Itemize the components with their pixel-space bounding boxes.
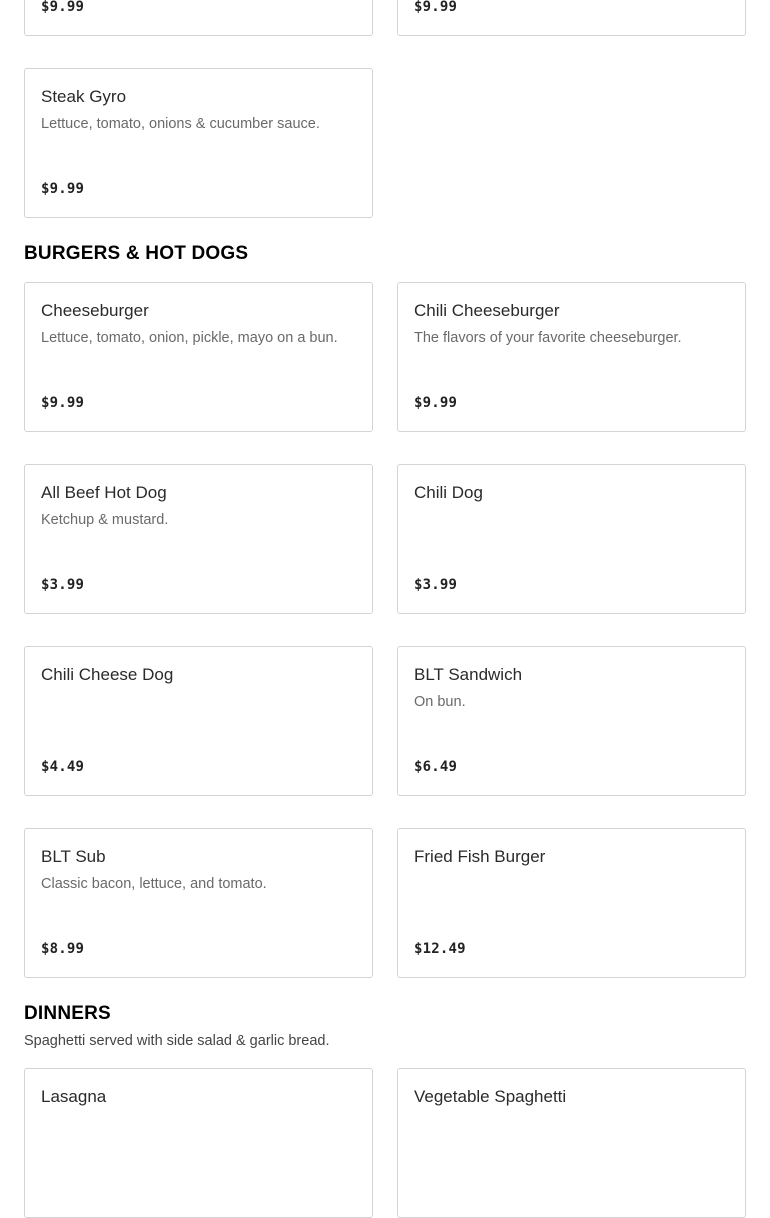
item-price: $4.49 [41,759,85,775]
menu-item-card[interactable] [397,1068,746,1218]
menu-item-card-steak-gyro[interactable] [24,68,373,218]
section-subtitle: Spaghetti served with side salad & garlic bread. [24,1033,330,1049]
menu-item-card[interactable] [397,464,746,614]
item-price: $3.99 [414,577,458,593]
menu-item-card[interactable] [24,282,373,432]
item-name: All Beef Hot Dog [41,483,167,502]
item-description: On bun. [414,694,466,710]
menu-item-card[interactable] [397,646,746,796]
item-name: Chili Dog [414,483,483,502]
item-price: $6.49 [414,759,458,775]
menu-item-card[interactable] [397,828,746,978]
item-name: Chili Cheeseburger [414,301,560,320]
item-name: Fried Fish Burger [414,847,546,866]
menu-item-card[interactable] [24,828,373,978]
item-name: Lasagna [41,1087,107,1106]
item-name: BLT Sandwich [414,665,523,684]
item-price: $9.99 [414,0,458,15]
menu-item-card[interactable] [24,0,373,36]
menu-item-card[interactable] [24,646,373,796]
item-price: $8.99 [41,941,85,957]
item-description: Ketchup & mustard. [41,512,169,528]
item-price: $9.99 [41,0,85,15]
section-title-burgers: BURGERS & HOT DOGS [24,243,249,264]
item-name: Vegetable Spaghetti [414,1087,567,1106]
item-name: Chili Cheese Dog [41,665,174,684]
item-price: $9.99 [414,395,458,411]
menu-item-card[interactable] [24,1068,373,1218]
item-price: $3.99 [41,577,85,593]
item-name: Steak Gyro [41,87,127,106]
menu-item-card[interactable] [24,464,373,614]
menu-item-card[interactable] [397,282,746,432]
item-price: $12.49 [414,941,466,957]
section-title-dinners: DINNERS [24,1003,111,1024]
menu-item-card[interactable] [397,0,746,36]
item-description: Lettuce, tomato, onion, pickle, mayo on a bun. [41,330,338,346]
item-description: The flavors of your favorite cheeseburger. [414,330,682,346]
item-name: BLT Sub [41,847,106,866]
item-name: Cheeseburger [41,301,149,320]
item-description: Lettuce, tomato, onions & cucumber sauce. [41,116,320,132]
item-description: Classic bacon, lettuce, and tomato. [41,876,267,892]
item-price: $9.99 [41,395,85,411]
item-price: $9.99 [41,181,85,197]
